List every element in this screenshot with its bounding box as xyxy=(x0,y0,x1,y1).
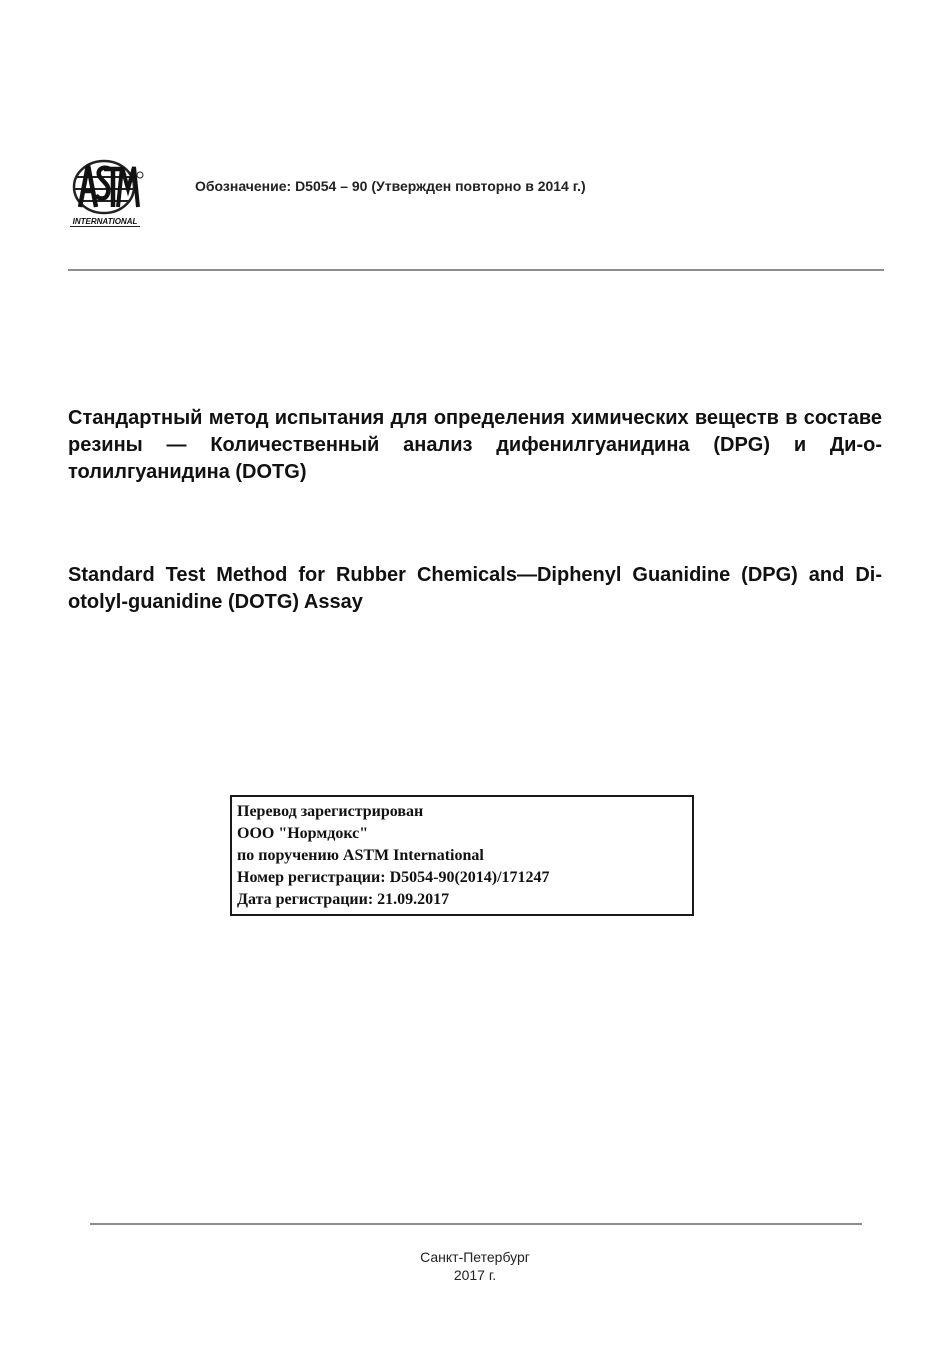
header-divider xyxy=(68,269,884,271)
registration-number: Номер регистрации: D5054-90(2014)/171247 xyxy=(237,869,550,886)
registration-line: ООО "Нормдокс" xyxy=(237,825,369,842)
document-designation: Обозначение: D5054 – 90 (Утвержден повторно в 2014 г.) xyxy=(195,178,586,194)
title-english: Standard Test Method for Rubber Chemicals—Diphenyl Guanidine (DPG) and Di-otolyl-guanidine (DOTG) Assay xyxy=(68,564,882,613)
astm-logo xyxy=(66,157,144,229)
registration-line: Перевод зарегистрирован xyxy=(237,803,424,820)
footer xyxy=(0,1248,950,1284)
registration-date: Дата регистрации: 21.09.2017 xyxy=(237,891,450,908)
footer-year: 2017 г. xyxy=(453,1267,497,1283)
registration-line: по поручению ASTM International xyxy=(237,847,484,864)
footer-divider xyxy=(90,1223,862,1225)
astm-logo-icon xyxy=(66,157,144,229)
registration-stamp xyxy=(230,795,694,916)
footer-city: Санкт-Петербург xyxy=(420,1249,530,1265)
logo-subtext: INTERNATIONAL xyxy=(72,217,138,226)
title-russian: Стандартный метод испытания для определения химических веществ в составе резины — Количественный анализ дифенилгуанидина (DPG) и Ди-о-толилгуанидина (DOTG) xyxy=(68,407,882,483)
